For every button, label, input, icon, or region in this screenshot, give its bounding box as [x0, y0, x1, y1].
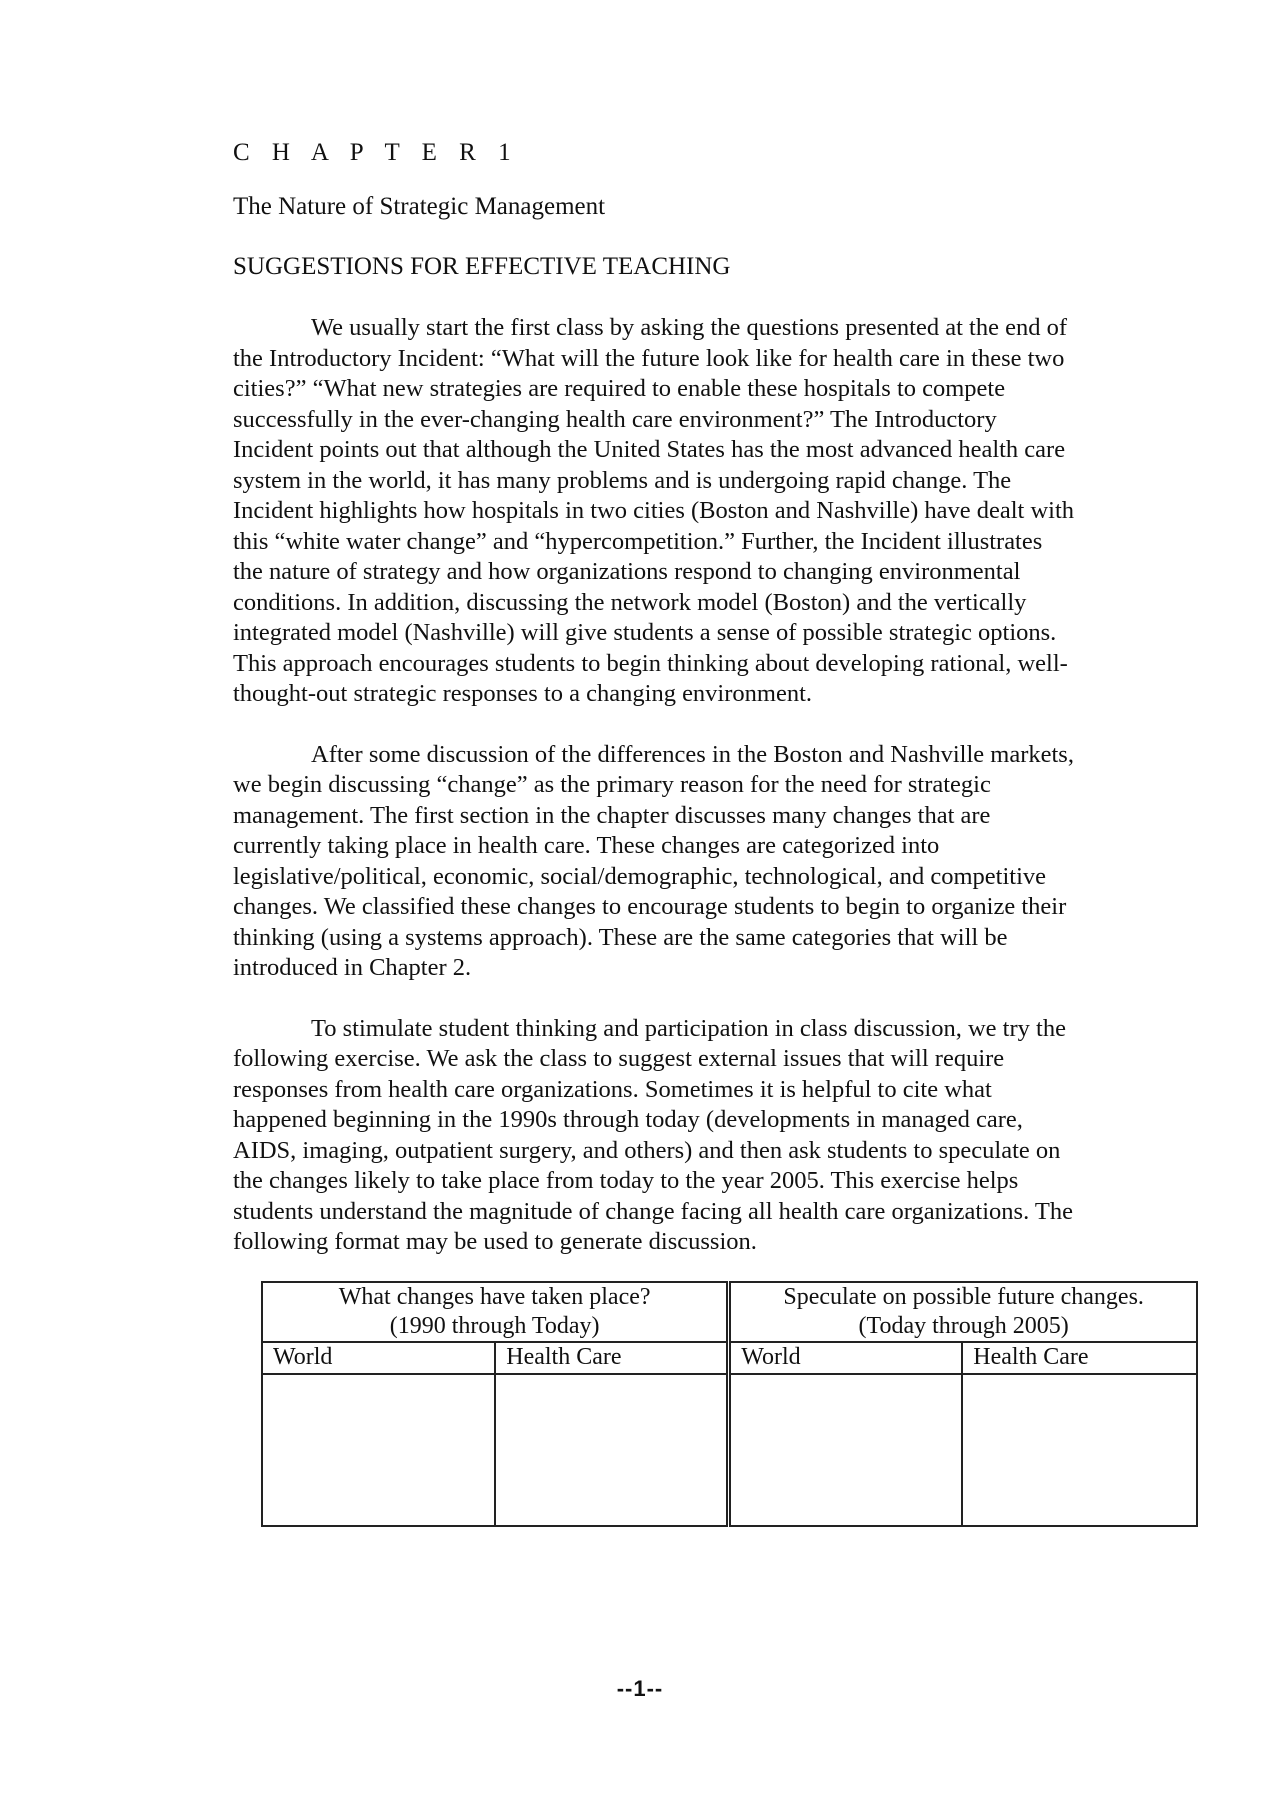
paragraph-line: cities?” “What new strategies are required to enable these hospitals to compete [233, 375, 1006, 402]
paragraph-line: changes. We classified these changes to encourage students to begin to organize their [233, 893, 1067, 920]
paragraph-introductory-incident [233, 313, 1148, 710]
future-world-cell [729, 1374, 963, 1526]
section-heading: SUGGESTIONS FOR EFFECTIVE TEACHING [233, 253, 731, 280]
paragraph-line: the Introductory Incident: “What will the future look like for health care in these two [233, 344, 1065, 372]
paragraph-line: currently taking place in health care. These changes are categorized into [233, 832, 940, 859]
past-changes-heading: What changes have taken place? [338, 1284, 651, 1310]
paragraph-line: After some discussion of the differences in the Boston and Nashville markets, [311, 740, 1074, 768]
chapter-label: C H A P T E R 1 [233, 139, 519, 166]
past-world-cell [262, 1374, 495, 1526]
paragraph-line: we begin discussing “change” as the primary reason for the need for strategic [233, 771, 991, 798]
paragraph-line: following exercise. We ask the class to suggest external issues that will require [233, 1045, 1005, 1072]
paragraph-line: conditions. In addition, discussing the network model (Boston) and the vertically [233, 588, 1027, 616]
table-column-header-row [262, 1342, 1197, 1374]
paragraph-line: management. The first section in the chapter discusses many changes that are [233, 801, 991, 829]
chapter-title: The Nature of Strategic Management [233, 193, 606, 220]
paragraph-line: AIDS, imaging, outpatient surgery, and others) and then ask students to speculate on [233, 1136, 1061, 1164]
paragraph-line: happened beginning in the 1990s through today (developments in managed care, [233, 1106, 1023, 1133]
past-health-care-cell [495, 1374, 729, 1526]
paragraph-line: this “white water change” and “hypercompetition.” Further, the Incident illustrates [233, 527, 1043, 555]
future-changes-heading: Speculate on possible future changes. [783, 1284, 1144, 1310]
page-number: --1-- [616, 1676, 664, 1701]
paragraph-line: thinking (using a systems approach). These are the same categories that will be [233, 923, 1008, 951]
paragraph-line: the nature of strategy and how organizations respond to changing environmental [233, 558, 1021, 585]
paragraph-line: Incident highlights how hospitals in two cities (Boston and Nashville) have dealt with [233, 497, 1075, 524]
document-page [233, 138, 1148, 1288]
paragraph-line: introduced in Chapter 2. [233, 954, 472, 981]
paragraph-line: responses from health care organizations. Sometimes it is helpful to cite what [233, 1075, 992, 1103]
paragraph-line: Incident points out that although the United States has the most advanced health care [233, 436, 1066, 463]
paragraph-line: We usually start the first class by asking the questions presented at the end of [311, 314, 1067, 341]
future-changes-header [729, 1282, 1197, 1342]
paragraph-line: following format may be used to generate discussion. [233, 1228, 757, 1255]
future-health-care-header: Health Care [962, 1342, 1197, 1374]
future-health-care-cell [962, 1374, 1197, 1526]
table-group-header-row [262, 1282, 1197, 1342]
paragraph-line: thought-out strategic responses to a changing environment. [233, 680, 813, 707]
paragraph-line: To stimulate student thinking and participation in class discussion, we try the [311, 1014, 1066, 1042]
paragraph-line: This approach encourages students to begin thinking about developing rational, well- [233, 649, 1068, 677]
paragraph-change-discussion [233, 740, 1148, 984]
table-row [262, 1374, 1197, 1526]
paragraph-exercise [233, 1014, 1148, 1258]
past-changes-subheading: (1990 through Today) [389, 1313, 600, 1339]
future-world-header: World [729, 1342, 963, 1374]
past-health-care-header: Health Care [495, 1342, 729, 1374]
future-changes-subheading: (Today through 2005) [858, 1313, 1069, 1339]
past-world-header: World [262, 1342, 495, 1374]
paragraph-line: integrated model (Nashville) will give students a sense of possible strategic options. [233, 619, 1057, 646]
paragraph-line: legislative/political, economic, social/demographic, technological, and competitive [233, 862, 1046, 890]
paragraph-line: successfully in the ever-changing health care environment?” The Introductory [233, 405, 997, 433]
changes-discussion-table [261, 1281, 1198, 1527]
paragraph-line: system in the world, it has many problems and is undergoing rapid change. The [233, 466, 1012, 494]
past-changes-header [262, 1282, 729, 1342]
paragraph-line: the changes likely to take place from today to the year 2005. This exercise helps [233, 1167, 1019, 1194]
paragraph-line: students understand the magnitude of change facing all health care organizations. The [233, 1197, 1073, 1225]
